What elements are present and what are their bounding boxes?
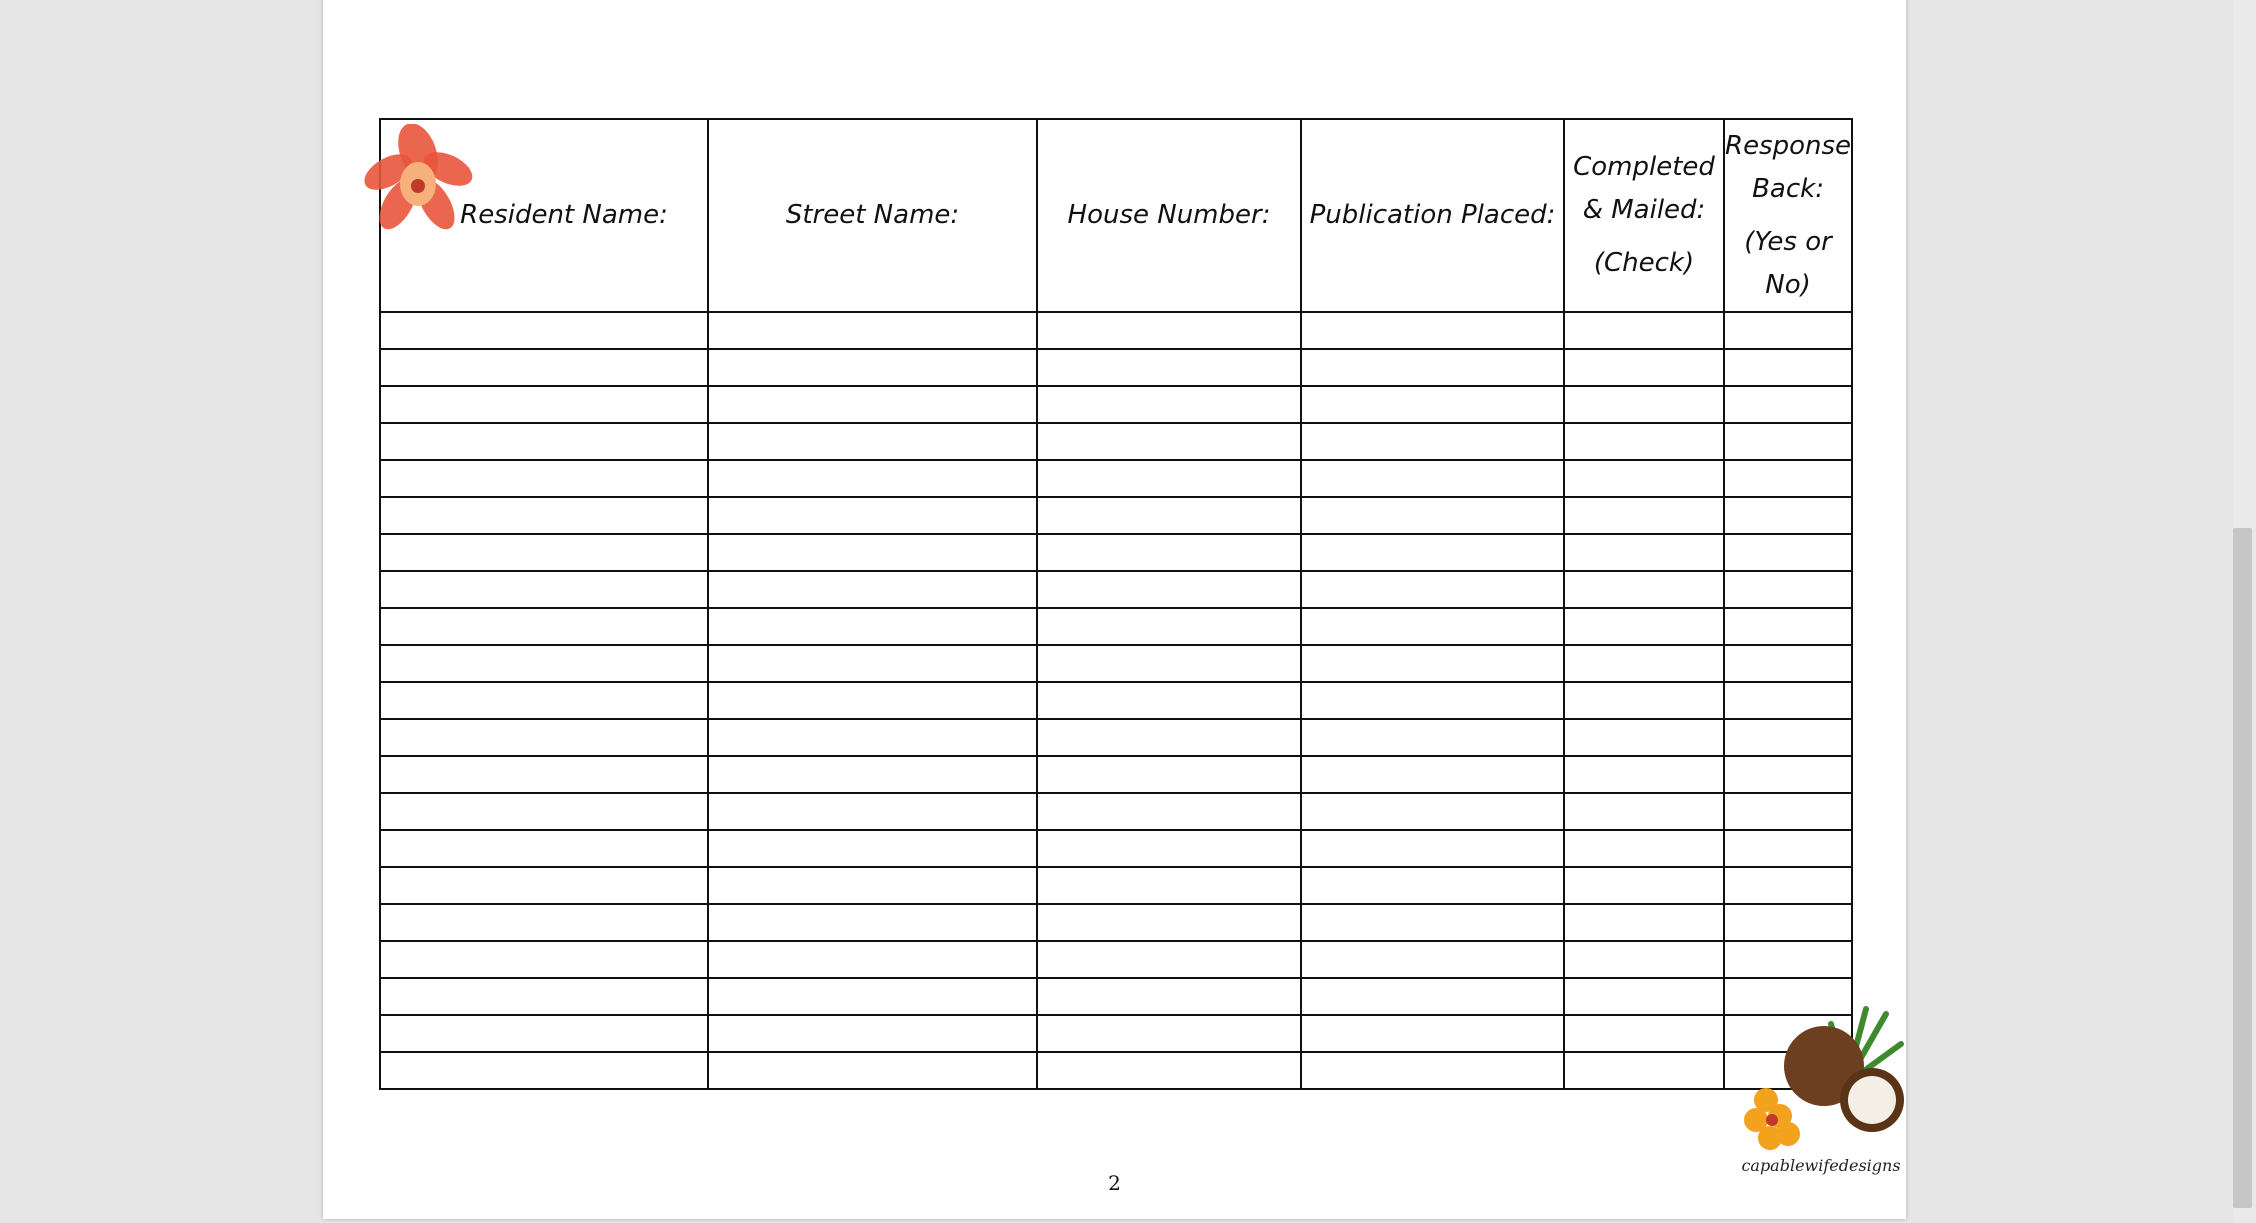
- table-cell: [1564, 904, 1724, 941]
- table-cell: [1564, 534, 1724, 571]
- table-cell: [1037, 423, 1301, 460]
- table-cell: [1564, 1015, 1724, 1052]
- table-cell: [1037, 608, 1301, 645]
- table-cell: [708, 1015, 1037, 1052]
- header-completed-mailed: Completed & Mailed: (Check): [1564, 119, 1724, 312]
- table-cell: [1724, 682, 1852, 719]
- table-cell: [1037, 793, 1301, 830]
- header-resident-name: Resident Name:: [380, 119, 708, 312]
- table-cell: [1564, 978, 1724, 1015]
- table-row: [380, 682, 1852, 719]
- table-cell: [380, 423, 708, 460]
- table-cell: [708, 830, 1037, 867]
- table-cell: [1724, 941, 1852, 978]
- table-cell: [1301, 608, 1564, 645]
- table-header-row: [380, 119, 1852, 312]
- table-cell: [1724, 571, 1852, 608]
- table-cell: [1037, 349, 1301, 386]
- table-row: [380, 497, 1852, 534]
- header-response-back: Response Back: (Yes or No): [1724, 119, 1852, 312]
- table-cell: [380, 349, 708, 386]
- table-cell: [1301, 497, 1564, 534]
- table-cell: [380, 830, 708, 867]
- table-cell: [708, 312, 1037, 349]
- table-cell: [1564, 349, 1724, 386]
- table-cell: [1037, 312, 1301, 349]
- table-cell: [708, 978, 1037, 1015]
- table-cell: [1564, 497, 1724, 534]
- table-cell: [708, 904, 1037, 941]
- table-row: [380, 349, 1852, 386]
- table-cell: [1564, 312, 1724, 349]
- table-cell: [380, 608, 708, 645]
- header-publication-placed: Publication Placed:: [1301, 119, 1564, 312]
- table-cell: [708, 645, 1037, 682]
- table-cell: [380, 1015, 708, 1052]
- table-cell: [1724, 645, 1852, 682]
- table-row: [380, 1052, 1852, 1089]
- table-cell: [1724, 423, 1852, 460]
- table-row: [380, 534, 1852, 571]
- table-cell: [1301, 1052, 1564, 1089]
- table-cell: [1037, 645, 1301, 682]
- table-cell: [1564, 756, 1724, 793]
- table-cell: [1564, 423, 1724, 460]
- table-row: [380, 941, 1852, 978]
- table-row: [380, 312, 1852, 349]
- table-row: [380, 1015, 1852, 1052]
- table-cell: [1724, 756, 1852, 793]
- table-cell: [1301, 423, 1564, 460]
- table-cell: [1037, 756, 1301, 793]
- header-street-name: Street Name:: [708, 119, 1037, 312]
- table-cell: [1301, 386, 1564, 423]
- table-row: [380, 460, 1852, 497]
- table-row: [380, 904, 1852, 941]
- table-cell: [1564, 608, 1724, 645]
- table-cell: [1037, 719, 1301, 756]
- table-cell: [1301, 978, 1564, 1015]
- table-row: [380, 423, 1852, 460]
- table-cell: [1301, 941, 1564, 978]
- table-body: [380, 312, 1852, 1089]
- table-cell: [1037, 460, 1301, 497]
- table-cell: [708, 534, 1037, 571]
- table-cell: [380, 904, 708, 941]
- table-cell: [1301, 645, 1564, 682]
- table-cell: [1564, 719, 1724, 756]
- table-cell: [380, 867, 708, 904]
- page-number: 2: [1108, 1171, 1121, 1195]
- table-cell: [380, 756, 708, 793]
- table-cell: [708, 941, 1037, 978]
- table-cell: [708, 867, 1037, 904]
- brand-watermark: capablewifedesigns: [1741, 1156, 1901, 1175]
- table-cell: [1564, 830, 1724, 867]
- table-cell: [380, 460, 708, 497]
- table-cell: [380, 682, 708, 719]
- table-cell: [1724, 830, 1852, 867]
- table-cell: [1564, 386, 1724, 423]
- table-cell: [1037, 534, 1301, 571]
- table-cell: [1564, 1052, 1724, 1089]
- table-row: [380, 719, 1852, 756]
- table-cell: [380, 534, 708, 571]
- coconut-hibiscus-icon: [1736, 1004, 1906, 1162]
- table-cell: [380, 386, 708, 423]
- vertical-scrollbar[interactable]: [2233, 0, 2256, 1223]
- table-cell: [1037, 497, 1301, 534]
- table-cell: [1037, 867, 1301, 904]
- table-cell: [1564, 571, 1724, 608]
- table-row: [380, 978, 1852, 1015]
- table-cell: [1724, 867, 1852, 904]
- table-cell: [1301, 460, 1564, 497]
- table-cell: [1724, 497, 1852, 534]
- table-cell: [708, 386, 1037, 423]
- table-cell: [1301, 793, 1564, 830]
- table-cell: [1037, 571, 1301, 608]
- table-cell: [1724, 460, 1852, 497]
- table-cell: [380, 941, 708, 978]
- table-cell: [380, 645, 708, 682]
- table-cell: [1301, 349, 1564, 386]
- table-cell: [1037, 386, 1301, 423]
- table-cell: [1301, 719, 1564, 756]
- table-cell: [708, 719, 1037, 756]
- table-cell: [1037, 830, 1301, 867]
- table-cell: [708, 793, 1037, 830]
- table-cell: [708, 756, 1037, 793]
- table-cell: [1037, 1052, 1301, 1089]
- table-cell: [1724, 793, 1852, 830]
- table-cell: [1724, 386, 1852, 423]
- table-cell: [1564, 682, 1724, 719]
- table-cell: [1301, 756, 1564, 793]
- table-cell: [1564, 867, 1724, 904]
- resident-table: [379, 118, 1853, 1090]
- table-cell: [1301, 867, 1564, 904]
- table-cell: [1301, 571, 1564, 608]
- table-cell: [1301, 534, 1564, 571]
- table-cell: [1724, 904, 1852, 941]
- table-cell: [1564, 941, 1724, 978]
- table-cell: [708, 1052, 1037, 1089]
- table-row: [380, 608, 1852, 645]
- table-cell: [380, 978, 708, 1015]
- table-cell: [1564, 793, 1724, 830]
- table-row: [380, 867, 1852, 904]
- table-cell: [1301, 682, 1564, 719]
- scrollbar-thumb[interactable]: [2233, 528, 2252, 1208]
- table-cell: [1564, 645, 1724, 682]
- table-cell: [708, 571, 1037, 608]
- table-cell: [708, 497, 1037, 534]
- header-house-number: House Number:: [1037, 119, 1301, 312]
- table-cell: [380, 312, 708, 349]
- table-cell: [1724, 719, 1852, 756]
- table-cell: [380, 497, 708, 534]
- document-page: [323, 0, 1906, 1219]
- table-cell: [1724, 534, 1852, 571]
- table-row: [380, 645, 1852, 682]
- table-cell: [1037, 978, 1301, 1015]
- table-cell: [1301, 904, 1564, 941]
- table-cell: [708, 460, 1037, 497]
- table-cell: [1037, 1015, 1301, 1052]
- orchid-flower-icon: [356, 124, 480, 234]
- table-cell: [708, 682, 1037, 719]
- table-cell: [1724, 608, 1852, 645]
- table-cell: [1564, 460, 1724, 497]
- table-cell: [708, 423, 1037, 460]
- table-cell: [1301, 312, 1564, 349]
- table-row: [380, 386, 1852, 423]
- table-cell: [1724, 349, 1852, 386]
- table-row: [380, 756, 1852, 793]
- table-cell: [1037, 904, 1301, 941]
- table-cell: [1037, 941, 1301, 978]
- table-cell: [380, 793, 708, 830]
- table-cell: [1724, 312, 1852, 349]
- table-cell: [1301, 1015, 1564, 1052]
- table-cell: [1037, 682, 1301, 719]
- table-row: [380, 830, 1852, 867]
- table-cell: [1301, 830, 1564, 867]
- table-cell: [380, 719, 708, 756]
- table-cell: [380, 1052, 708, 1089]
- table-cell: [380, 571, 708, 608]
- table-cell: [708, 608, 1037, 645]
- table-row: [380, 571, 1852, 608]
- table-row: [380, 793, 1852, 830]
- table-cell: [708, 349, 1037, 386]
